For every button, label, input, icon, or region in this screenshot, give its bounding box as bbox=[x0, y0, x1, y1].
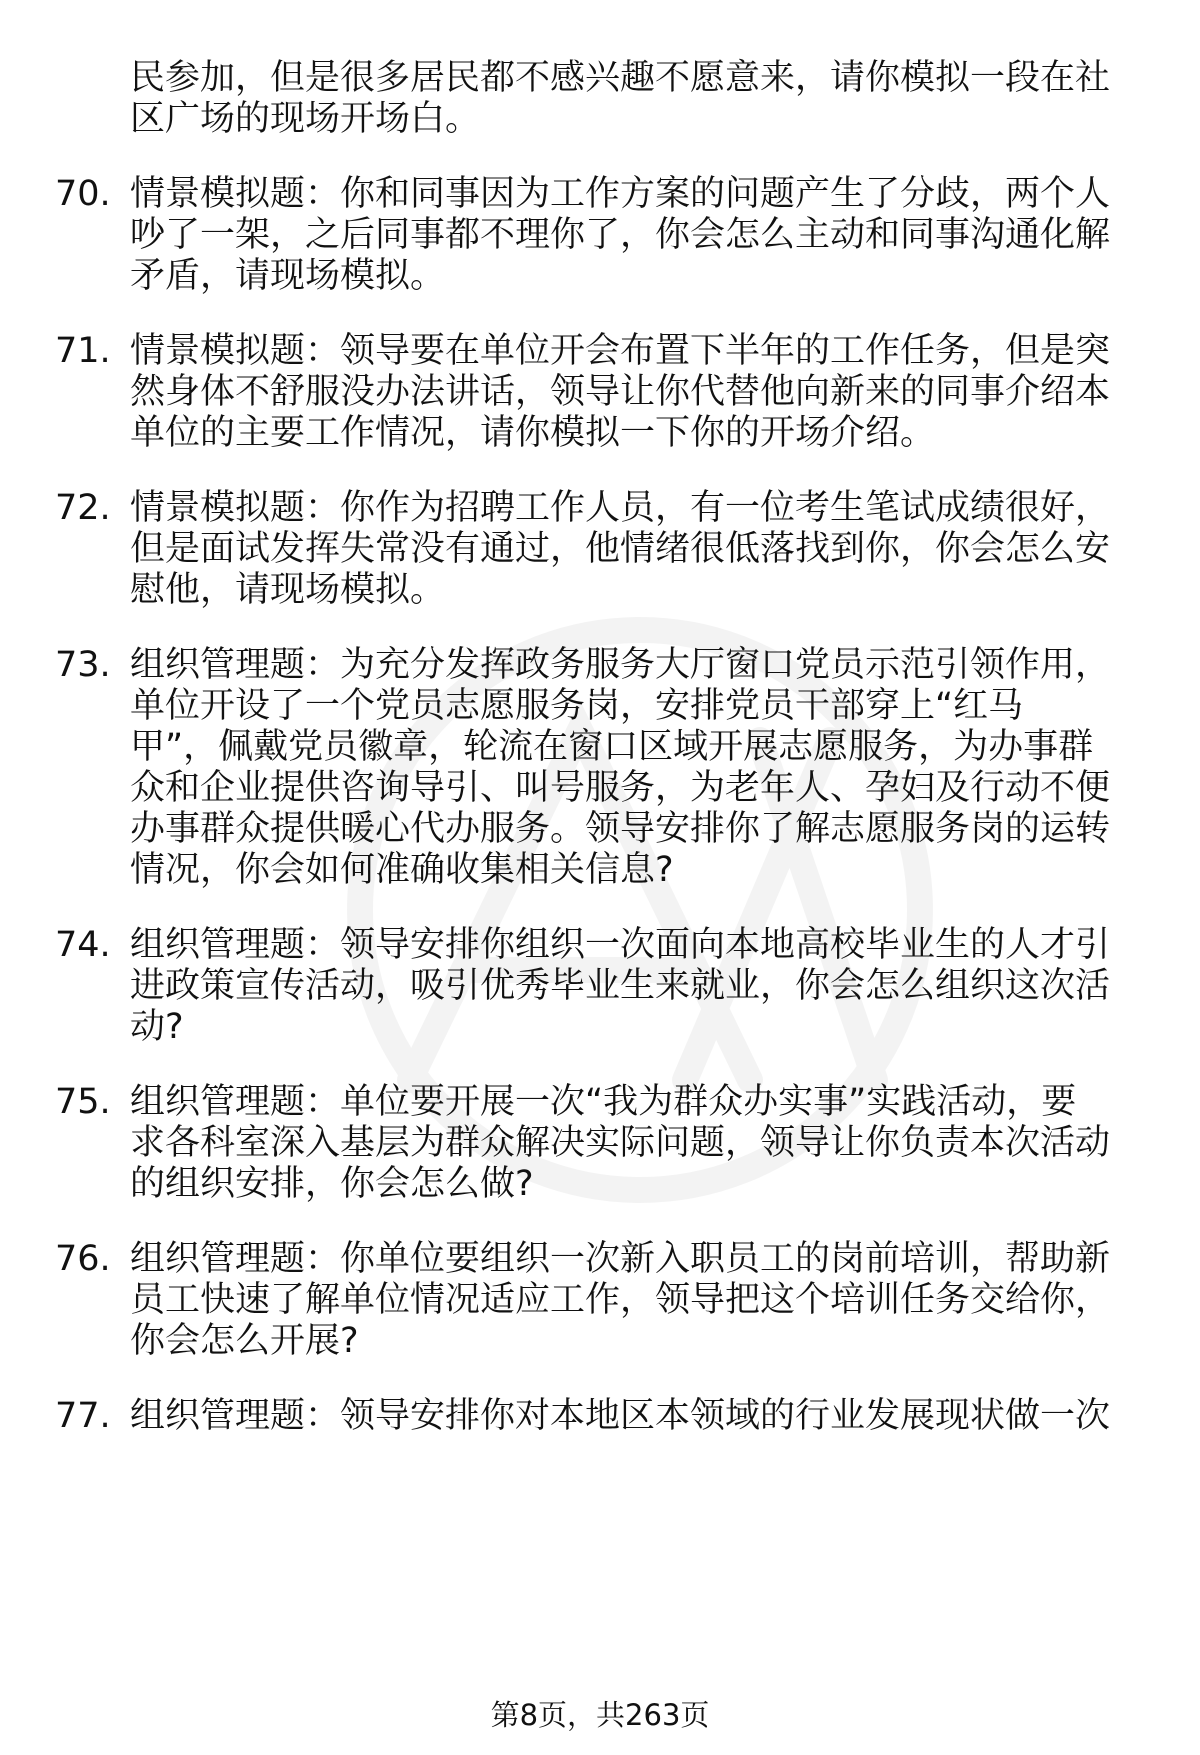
text-line: 你会怎么开展? bbox=[130, 1321, 359, 1361]
question-number: 73. bbox=[55, 645, 111, 685]
question-item-72 bbox=[55, 488, 1145, 611]
text-line: 动? bbox=[130, 1007, 184, 1047]
text-line: 组织管理题：领导安排你对本地区本领域的行业发展现状做一次 bbox=[130, 1396, 1111, 1436]
question-text bbox=[130, 1239, 1110, 1362]
text-line: 然身体不舒服没办法讲话，领导让你代替他向新来的同事介绍本 bbox=[130, 372, 1111, 412]
text-line: 员工快速了解单位情况适应工作，领导把这个培训任务交给你， bbox=[130, 1280, 1111, 1320]
question-text bbox=[130, 925, 1110, 1048]
question-list bbox=[55, 58, 1145, 1471]
text-line: 民参加，但是很多居民都不感兴趣不愿意来，请你模拟一段在社 bbox=[130, 58, 1111, 98]
text-line: 组织管理题：你单位要组织一次新入职员工的岗前培训，帮助新 bbox=[130, 1239, 1111, 1279]
text-line: 办事群众提供暖心代办服务。领导安排你了解志愿服务岗的运转 bbox=[130, 809, 1111, 849]
text-line: 组织管理题：领导安排你组织一次面向本地高校毕业生的人才引 bbox=[130, 925, 1111, 965]
question-item-71 bbox=[55, 331, 1145, 454]
text-line: 单位的主要工作情况，请你模拟一下你的开场介绍。 bbox=[130, 413, 936, 453]
question-number: 76. bbox=[55, 1239, 111, 1279]
question-number: 71. bbox=[55, 331, 111, 371]
question-number: 77. bbox=[55, 1396, 111, 1436]
text-line: 矛盾，请现场模拟。 bbox=[130, 256, 446, 296]
continued-question-text bbox=[130, 58, 1145, 140]
question-number: 70. bbox=[55, 174, 111, 214]
text-line: 情景模拟题：你和同事因为工作方案的问题产生了分歧，两个人 bbox=[130, 174, 1111, 214]
text-line: 但是面试发挥失常没有通过，他情绪很低落找到你，你会怎么安 bbox=[130, 529, 1111, 569]
question-item-76 bbox=[55, 1239, 1145, 1362]
text-line: 吵了一架，之后同事都不理你了，你会怎么主动和同事沟通化解 bbox=[130, 215, 1111, 255]
text-line: 情景模拟题：领导要在单位开会布置下半年的工作任务，但是突 bbox=[130, 331, 1111, 371]
question-item-74 bbox=[55, 925, 1145, 1048]
question-number: 72. bbox=[55, 488, 111, 528]
text-line: 进政策宣传活动，吸引优秀毕业生来就业，你会怎么组织这次活 bbox=[130, 966, 1111, 1006]
text-line: 求各科室深入基层为群众解决实际问题，领导让你负责本次活动 bbox=[130, 1123, 1111, 1163]
text-line: 单位开设了一个党员志愿服务岗，安排党员干部穿上“红马 bbox=[130, 686, 1024, 726]
question-text bbox=[130, 488, 1110, 611]
question-item-75 bbox=[55, 1082, 1145, 1205]
question-text bbox=[130, 1396, 1110, 1437]
text-line: 情景模拟题：你作为招聘工作人员，有一位考生笔试成绩很好， bbox=[130, 488, 1111, 528]
question-text bbox=[130, 1082, 1110, 1205]
question-text bbox=[130, 645, 1110, 891]
question-text bbox=[130, 174, 1110, 297]
text-line: 组织管理题：单位要开展一次“我为群众办实事”实践活动，要 bbox=[130, 1082, 1077, 1122]
question-text bbox=[130, 331, 1110, 454]
question-number: 74. bbox=[55, 925, 111, 965]
text-line: 组织管理题：为充分发挥政务服务大厅窗口党员示范引领作用， bbox=[130, 645, 1111, 685]
text-line: 情况，你会如何准确收集相关信息? bbox=[130, 850, 674, 890]
text-line: 众和企业提供咨询导引、叫号服务，为老年人、孕妇及行动不便 bbox=[130, 768, 1111, 808]
text-line: 的组织安排，你会怎么做? bbox=[130, 1164, 534, 1204]
text-line: 区广场的现场开场白。 bbox=[130, 99, 481, 139]
text-line: 甲”，佩戴党员徽章，轮流在窗口区域开展志愿服务，为办事群 bbox=[130, 727, 1094, 767]
page-footer: 第8页，共263页 bbox=[490, 1698, 710, 1732]
question-number: 75. bbox=[55, 1082, 111, 1122]
question-item-77 bbox=[55, 1396, 1145, 1437]
text-line: 慰他，请现场模拟。 bbox=[130, 570, 446, 610]
question-item-73 bbox=[55, 645, 1145, 891]
question-item-70 bbox=[55, 174, 1145, 297]
